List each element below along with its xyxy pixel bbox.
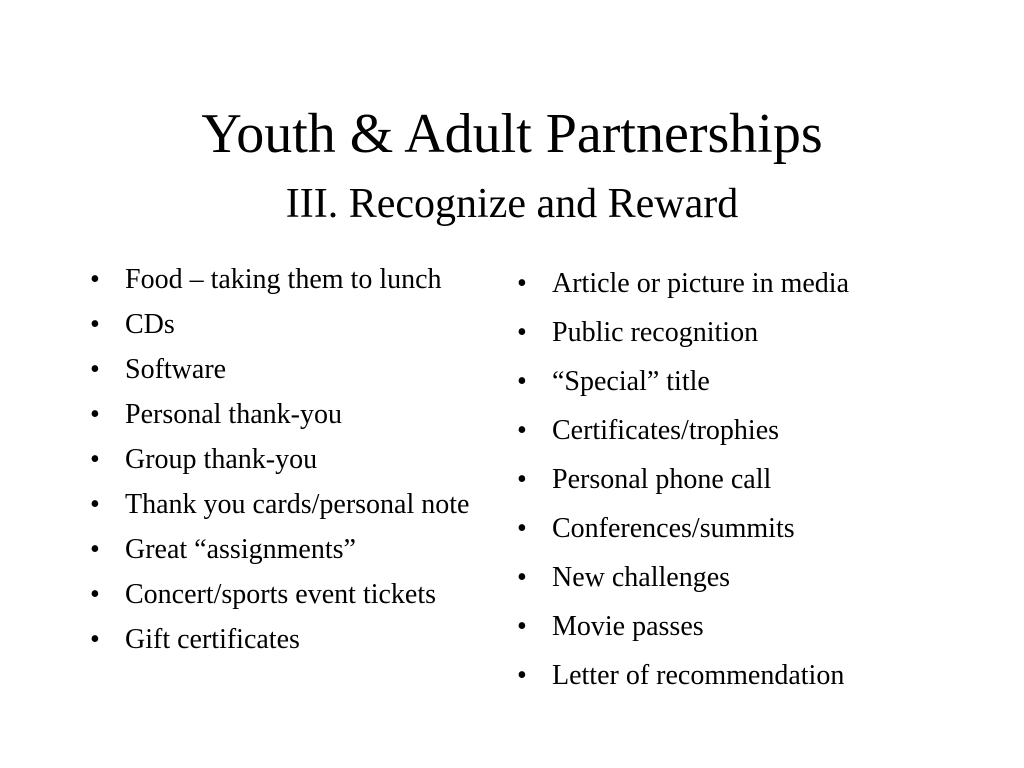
- bullet-item: [512, 657, 952, 695]
- bullet-icon: •: [90, 264, 100, 295]
- bullet-text: Software: [125, 354, 227, 385]
- bullet-icon: •: [90, 579, 100, 610]
- bullet-item: [85, 577, 485, 613]
- bullet-icon: •: [90, 624, 100, 655]
- bullet-icon: •: [90, 354, 100, 385]
- bullet-icon: •: [517, 366, 527, 397]
- bullet-text: Public recognition: [552, 317, 759, 348]
- title-block: [0, 98, 1024, 230]
- bullet-text: Personal thank-you: [125, 399, 342, 430]
- right-bullet-list: [512, 265, 952, 706]
- bullet-item: [85, 397, 485, 433]
- bullet-text: Concert/sports event tickets: [125, 579, 437, 610]
- bullet-text: Group thank-you: [125, 444, 318, 475]
- bullet-item: [512, 510, 952, 548]
- bullet-text: Personal phone call: [552, 464, 772, 495]
- bullet-icon: •: [90, 399, 100, 430]
- bullet-item: [85, 622, 485, 658]
- bullet-icon: •: [517, 268, 527, 299]
- bullet-text: “Special” title: [552, 366, 710, 397]
- bullet-item: [512, 608, 952, 646]
- bullet-item: [512, 363, 952, 401]
- bullet-text: New challenges: [552, 562, 731, 593]
- slide-subtitle: III. Recognize and Reward: [285, 181, 739, 227]
- bullet-item: [85, 352, 485, 388]
- bullet-icon: •: [90, 309, 100, 340]
- bullet-item: [512, 461, 952, 499]
- bullet-item: [512, 412, 952, 450]
- bullet-item: [85, 532, 485, 568]
- bullet-item: [85, 262, 485, 298]
- bullet-text: Thank you cards/personal note: [125, 489, 470, 520]
- bullet-text: Great “assignments”: [125, 534, 356, 565]
- bullet-item: [512, 559, 952, 597]
- bullet-item: [85, 307, 485, 343]
- bullet-text: Article or picture in media: [552, 268, 849, 299]
- bullet-text: Movie passes: [552, 611, 704, 642]
- bullet-text: Gift certificates: [125, 624, 300, 655]
- bullet-icon: •: [90, 534, 100, 565]
- bullet-icon: •: [517, 464, 527, 495]
- bullet-item: [512, 265, 952, 303]
- bullet-icon: •: [517, 513, 527, 544]
- bullet-item: [85, 487, 485, 523]
- bullet-text: Letter of recommendation: [552, 660, 845, 691]
- bullet-text: Certificates/trophies: [552, 415, 780, 446]
- bullet-text: CDs: [125, 309, 175, 340]
- bullet-icon: •: [90, 444, 100, 475]
- left-bullet-list: [85, 262, 485, 667]
- bullet-text: Conferences/summits: [552, 513, 795, 544]
- bullet-item: [85, 442, 485, 478]
- bullet-icon: •: [517, 415, 527, 446]
- bullet-icon: •: [90, 489, 100, 520]
- bullet-icon: •: [517, 317, 527, 348]
- bullet-icon: •: [517, 611, 527, 642]
- bullet-icon: •: [517, 660, 527, 691]
- bullet-icon: •: [517, 562, 527, 593]
- bullet-text: Food – taking them to lunch: [125, 264, 442, 295]
- bullet-item: [512, 314, 952, 352]
- slide-title: Youth & Adult Partnerships: [201, 103, 823, 165]
